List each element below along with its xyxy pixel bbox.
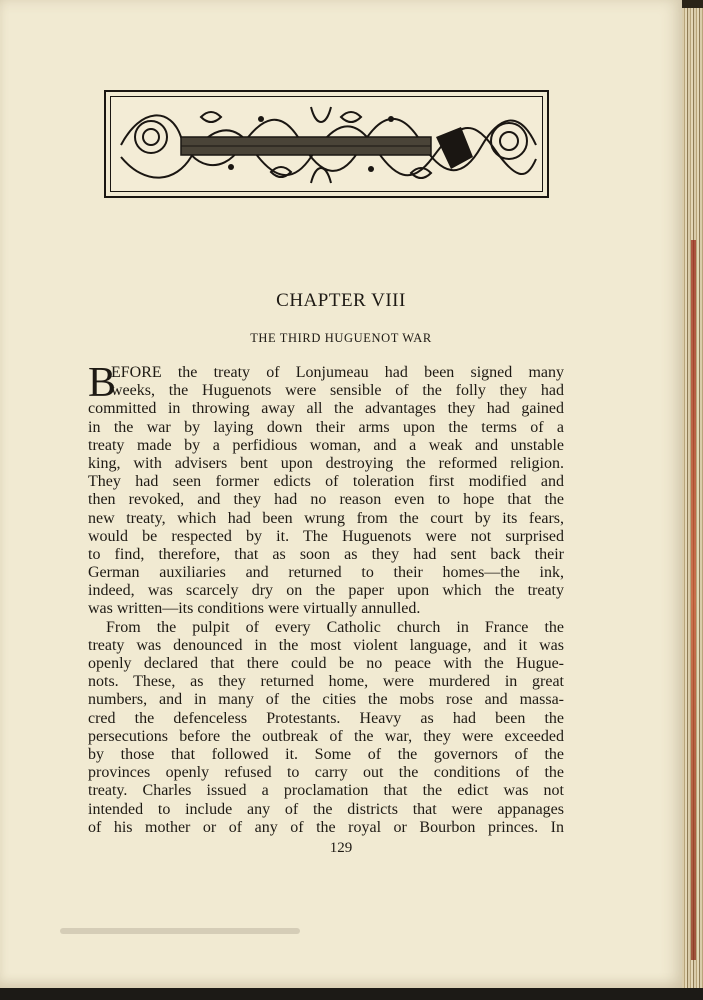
text-line: of his mother or of any of the royal or Bourbon princes. In [88,818,564,836]
text-line: treaty made by a perfidious woman, and a weak and unstable [88,436,564,454]
text-line: to find, therefore, that as soon as they had sent back their [88,545,564,563]
text-line: From the pulpit of every Catholic church in France the [106,618,564,636]
chapter-subtitle: THE THIRD HUGUENOT WAR [250,331,432,345]
text-line: would be respected by it. The Huguenots were not surprised [88,527,564,545]
text-line: intended to include any of the districts that were appanages [88,800,564,818]
body-text [88,360,564,837]
text-line: then revoked, and they had no reason even to hope that the [88,491,564,509]
page-number: 129 [329,840,353,856]
vine-scroll-ornament-icon [111,97,544,193]
text-line: cred the defenceless Protestants. Heavy as had been the [88,709,564,727]
text-line: treaty was denounced in the most violent language, and it was [88,636,564,654]
text-line: numbers, and in many of the cities the mobs rose and massa- [88,691,564,709]
text-line: persecutions before the outbreak of the war, they were exceeded [88,727,564,745]
drop-cap: B [88,360,117,406]
text-line: indeed, was scarcely dry on the paper upon which the treaty [88,582,564,600]
text-line: German auxiliaries and returned to their homes—the ink, [88,564,564,582]
text-line: committed in throwing away all the advantages they had gained [88,400,564,418]
headpiece-frame [110,96,543,192]
text-line: weeks, the Huguenots were sensible of the folly they had [111,382,564,400]
page-edge-tint [691,240,696,960]
text-line: in the war by laying down their arms upon the terms of a [88,418,564,436]
decorative-headpiece [104,90,549,198]
scan-shadow [60,928,300,934]
text-line: by those that followed it. Some of the governors of the [88,745,564,763]
text-line: openly declared that there could be no peace with the Hugue- [88,655,564,672]
text-line: provinces openly refused to carry out the conditions of the [88,764,564,782]
text-line: treaty. Charles issued a proclamation that the edict was not [88,782,564,800]
text-line: was written—its conditions were virtually annulled. [88,600,421,618]
text-line: king, with advisers bent upon destroying the reformed religion. [88,454,564,472]
chapter-title: CHAPTER VIII [276,290,406,311]
text-line: They had seen former edicts of toleration first modified and [88,473,564,491]
text-line: EFORE the treaty of Lonjumeau had been signed many [111,364,564,381]
text-line: new treaty, which had been wrung from the court by its fears, [88,509,564,527]
text-line: nots. These, as they returned home, were murdered in great [88,673,564,691]
scan-bottom-margin [0,988,703,1000]
